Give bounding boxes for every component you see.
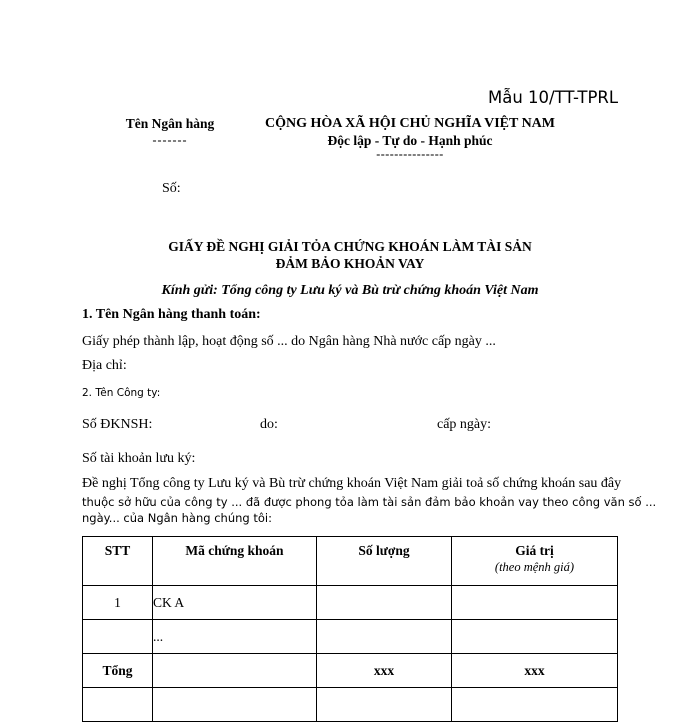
table-header-row	[83, 537, 618, 586]
cell-value	[452, 620, 618, 654]
table-row	[83, 620, 618, 654]
national-motto: Độc lập - Tự do - Hạnh phúc	[327, 133, 493, 148]
section-2-heading: 2. Tên Công ty:	[82, 387, 161, 399]
form-code: Mẫu 10/TT-TPRL	[488, 88, 619, 107]
depository-account-label: Số tài khoản lưu ký:	[82, 451, 196, 466]
cell-empty	[83, 688, 153, 722]
document-title-line-2: ĐẢM BẢO KHOẢN VAY	[275, 256, 425, 271]
securities-table	[82, 536, 618, 722]
cell-stt	[83, 620, 153, 654]
cell-value	[452, 586, 618, 620]
license-line: Giấy phép thành lập, hoạt động số ... do Ngân hàng Nhà nước cấp ngày ...	[82, 334, 496, 349]
header-value-note: (theo mệnh giá)	[494, 560, 575, 574]
cell-total-quantity: xxx	[317, 654, 452, 688]
cell-stt: 1	[83, 586, 153, 620]
address-line: Địa chỉ:	[82, 358, 127, 373]
header-stt: STT	[83, 537, 153, 586]
header-quantity: Số lượng	[317, 537, 452, 586]
motto-divider: ---------------	[376, 147, 444, 161]
table-row	[83, 586, 618, 620]
cell-total-value: xxx	[452, 654, 618, 688]
registration-number-label: Số ĐKNSH:	[82, 417, 153, 432]
header-value-label: Giá trị	[515, 543, 554, 558]
cell-total-label: Tổng	[83, 654, 153, 688]
cell-empty	[153, 688, 317, 722]
bank-name-divider: -------	[152, 133, 188, 147]
document-title-line-1: GIẤY ĐỀ NGHỊ GIẢI TỎA CHỨNG KHOÁN LÀM TÀI SẢN	[168, 239, 532, 254]
request-text-line-3: ngày... của Ngân hàng chúng tôi:	[82, 511, 272, 525]
request-text-line-1: Đề nghị Tổng công ty Lưu ký và Bù trừ chứng khoán Việt Nam giải toả số chứng khoán sau đây	[82, 476, 622, 491]
section-1-heading: 1. Tên Ngân hàng thanh toán:	[82, 307, 261, 322]
header-value	[452, 537, 618, 586]
recipient-line: Kính gửi: Tổng công ty Lưu ký và Bù trừ chứng khoán Việt Nam	[161, 283, 539, 298]
cell-empty	[317, 688, 452, 722]
bank-name: Tên Ngân hàng	[125, 116, 215, 131]
table-row-empty	[83, 688, 618, 722]
document-number-label: Số:	[162, 181, 181, 196]
cell-quantity	[317, 586, 452, 620]
cell-security-code: ...	[153, 620, 317, 654]
cell-quantity	[317, 620, 452, 654]
country-name: CỘNG HÒA XÃ HỘI CHỦ NGHĨA VIỆT NAM	[264, 116, 555, 131]
national-motto-block	[260, 116, 560, 162]
header-security-code: Mã chứng khoán	[153, 537, 317, 586]
bank-name-block	[100, 116, 240, 148]
registration-issuer-label: do:	[260, 417, 278, 432]
registration-date-label: cấp ngày:	[437, 417, 492, 432]
document-title	[80, 238, 620, 272]
request-text-line-2: thuộc sở hữu của công ty ... đã được phong tỏa làm tài sản đảm bảo khoản vay theo công văn số ...	[82, 495, 657, 509]
table-total-row	[83, 654, 618, 688]
cell-empty	[452, 688, 618, 722]
cell-total-code	[153, 654, 317, 688]
cell-security-code: CK A	[153, 586, 317, 620]
